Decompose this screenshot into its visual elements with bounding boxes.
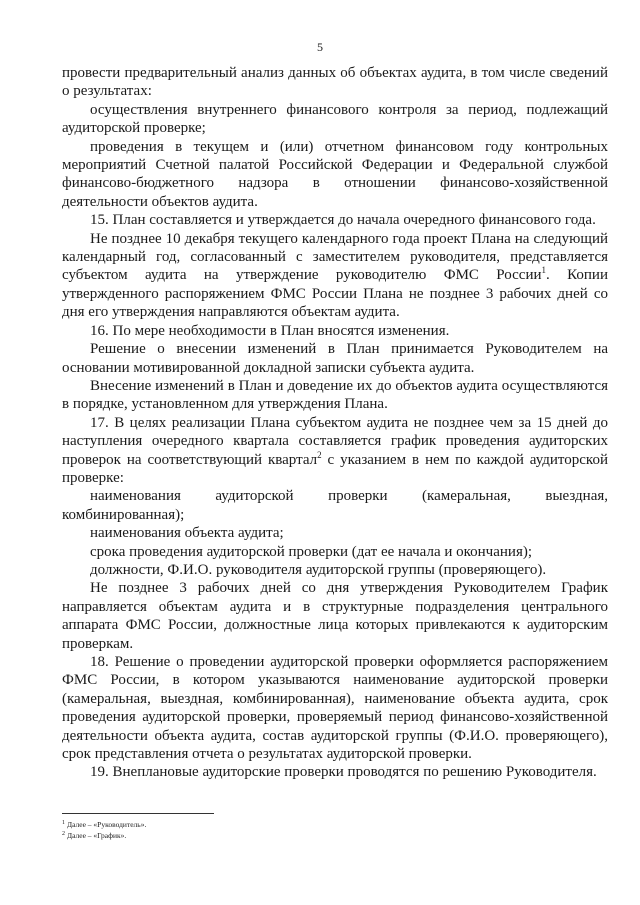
footnote-item (62, 819, 462, 830)
footnotes (62, 819, 462, 841)
footnote-text: Далее – «Руководитель». (67, 820, 147, 829)
paragraph-clause-18: 18. Решение о проведении аудиторской проверки оформляется распоряжением ФМС России, в котором указываются наименование аудиторской проверки (камеральная, выездная, комбинированная), наименование объекта аудита, срок проведения аудиторской проверки, проверяемый период финансово-хозяйственной деятельности объекта аудита, состав аудиторской группы (Ф.И.О. проверяющего), срок представления отчета о результатах аудиторской проверки. (62, 654, 608, 763)
footnote-reference: 1 (541, 265, 547, 276)
paragraph-clause-17 (62, 414, 608, 488)
paragraph-plan-submission (62, 230, 608, 322)
list-item-object-name: наименования объекта аудита; (90, 525, 284, 542)
footnote-item (62, 830, 462, 841)
page-number: 5 (317, 40, 323, 54)
paragraph-clause-15: 15. План составляется и утверждается до начала очередного финансового года. (90, 212, 596, 229)
paragraph-text: с указанием в нем по каждой аудиторской проверке: (62, 451, 608, 486)
list-item-group-leader: должности, Ф.И.О. руководителя аудиторской группы (проверяющего). (90, 561, 547, 578)
paragraph-internal-control: осуществления внутреннего финансового контроля за период, подлежащий аудиторской проверке; (62, 101, 608, 137)
document-body (62, 64, 608, 782)
paragraph-text: 17. В целях реализации Плана субъектом аудита не позднее чем за 15 дней до наступления очередного квартала составляется график проведения аудиторских проверок на соответствующий квартал (62, 414, 608, 468)
footnote-divider (62, 813, 214, 814)
footnote-text: Далее – «График». (67, 831, 127, 840)
footnote-number: 1 (62, 819, 65, 826)
paragraph-change-procedure: Внесение изменений в План и доведение их до объектов аудита осуществляются в порядке, установленном для утверждения Плана. (62, 377, 608, 413)
paragraph-change-decision: Решение о внесении изменений в План принимается Руководителем на основании мотивированной докладной записки субъекта аудита. (62, 341, 608, 376)
paragraph-clause-19: 19. Внеплановые аудиторские проверки проводятся по решению Руководителя. (90, 764, 597, 781)
paragraph-control-events: проведения в текущем и (или) отчетном финансовом году контрольных мероприятий Счетной палатой Российской Федерации и Федеральной службой финансово-бюджетного надзора в отношении финансово-хозяйственной деятельности объектов аудита. (62, 138, 608, 210)
list-item-audit-name: наименования аудиторской проверки (камеральная, выездная, комбинированная); (62, 488, 608, 523)
paragraph-schedule-distribution: Не позднее 3 рабочих дней со дня утверждения Руководителем График направляется объектам аудита и в структурные подразделения центрального аппарата ФМС России, должностные лица которых привлекаются к аудиторским проверкам. (62, 580, 608, 652)
paragraph-text: . Копии утвержденного распоряжением ФМС России Плана не позднее 3 рабочих дней со дня его утверждения направляются объектам аудита. (62, 267, 608, 321)
footnote-number: 2 (62, 830, 65, 837)
paragraph-text: Не позднее 10 декабря текущего календарного года проект Плана на следующий календарный год, согласованный с заместителем руководителя, представляется субъектом аудита на утверждение руководителю ФМС России (62, 230, 608, 284)
list-item-audit-dates: срока проведения аудиторской проверки (дат ее начала и окончания); (90, 543, 533, 560)
footnote-reference: 2 (317, 449, 322, 460)
paragraph-analysis-intro: провести предварительный анализ данных об объектах аудита, в том числе сведений о результатах: (62, 65, 608, 100)
paragraph-clause-16: 16. По мере необходимости в План вносятся изменения. (90, 322, 450, 339)
